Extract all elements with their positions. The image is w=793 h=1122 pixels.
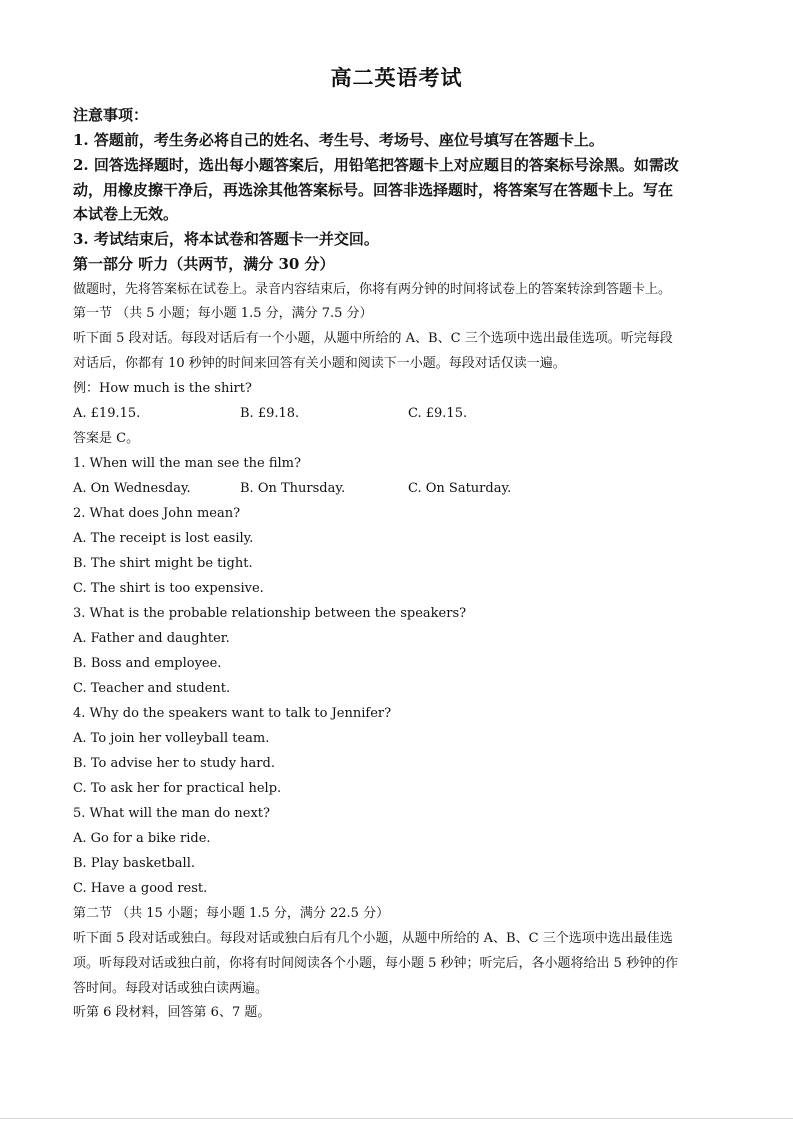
question-3-option-c: C. Teacher and student. (73, 681, 231, 696)
question-5-option-a: A. Go for a bike ride. (73, 831, 211, 846)
question-3-option-a: A. Father and daughter. (73, 631, 230, 646)
question-4-option-b: B. To advise her to study hard. (73, 756, 275, 771)
notice-item-1: 1. 答题前，考生务必将自己的姓名、考生号、考场号、座位号填写在答题卡上。 (73, 131, 604, 149)
section2-instruction-line-1: 听下面 5 段对话或独白。每段对话或独白后有几个小题，从题中所给的 A、B、C 三个选项中选出最佳选 (73, 931, 673, 946)
example-option-a: A. £19.15. (73, 406, 141, 421)
question-5-option-c: C. Have a good rest. (73, 881, 208, 896)
section2-instruction-line-3: 答时间。每段对话或独白读两遍。 (73, 981, 269, 996)
question-1-option-b: B. On Thursday. (240, 481, 346, 496)
notice-item-2-line-2: 动，用橡皮擦干净后，再选涂其他答案标号。回答非选择题时，将答案写在答题卡上。写在 (73, 181, 674, 199)
question-1: 1. When will the man see the film? (73, 456, 301, 471)
section2-heading: 第二节 （共 15 小题；每小题 1.5 分，满分 22.5 分） (73, 906, 390, 921)
question-2: 2. What does John mean? (73, 506, 241, 521)
example-option-c: C. £9.15. (408, 406, 468, 421)
question-2-option-c: C. The shirt is too expensive. (73, 581, 264, 596)
question-2-option-a: A. The receipt is lost easily. (73, 531, 254, 546)
notice-item-2-line-3: 本试卷上无效。 (73, 205, 179, 223)
question-1-option-c: C. On Saturday. (408, 481, 512, 496)
notice-item-3: 3. 考试结束后，将本试卷和答题卡一并交回。 (73, 230, 379, 248)
example-answer: 答案是 C。 (73, 431, 140, 446)
example-option-b: B. £9.18. (240, 406, 300, 421)
example-question: 例：How much is the shirt? (73, 381, 252, 396)
question-4-option-a: A. To join her volleyball team. (73, 731, 270, 746)
question-5-option-b: B. Play basketball. (73, 856, 196, 871)
notice-heading: 注意事项： (73, 106, 149, 124)
part1-intro: 做题时，先将答案标在试卷上。录音内容结束后，你将有两分钟的时间将试卷上的答案转涂到答题卡上。 (73, 282, 672, 297)
question-1-option-a: A. On Wednesday. (73, 481, 191, 496)
section1-instruction-line-2: 对话后，你都有 10 秒钟的时间来回答有关小题和阅读下一小题。每段对话仅读一遍。 (73, 356, 566, 371)
question-5: 5. What will the man do next? (73, 806, 270, 821)
page-title: 高二英语考试 (330, 65, 463, 90)
section1-instruction-line-1: 听下面 5 段对话。每段对话后有一个小题，从题中所给的 A、B、C 三个选项中选出最佳选项。听完每段 (73, 331, 673, 346)
section2-instruction-line-2: 项。听每段对话或独白前，你将有时间阅读各个小题，每小题 5 秒钟；听完后，各小题将给出 5 秒钟的作 (73, 956, 679, 971)
question-3-option-b: B. Boss and employee. (73, 656, 222, 671)
part1-heading: 第一部分 听力（共两节，满分 30 分） (73, 255, 335, 273)
section1-heading: 第一节 （共 5 小题；每小题 1.5 分，满分 7.5 分） (73, 306, 373, 321)
question-3: 3. What is the probable relationship between the speakers? (73, 606, 467, 621)
question-4: 4. Why do the speakers want to talk to Jennifer? (73, 706, 392, 721)
page-bottom-divider (0, 1118, 793, 1119)
notice-item-2-line-1: 2. 回答选择题时，选出每小题答案后，用铅笔把答题卡上对应题目的答案标号涂黑。如需改 (73, 156, 679, 174)
question-2-option-b: B. The shirt might be tight. (73, 556, 253, 571)
question-4-option-c: C. To ask her for practical help. (73, 781, 282, 796)
material-6-prompt: 听第 6 段材料，回答第 6、7 题。 (73, 1005, 271, 1020)
